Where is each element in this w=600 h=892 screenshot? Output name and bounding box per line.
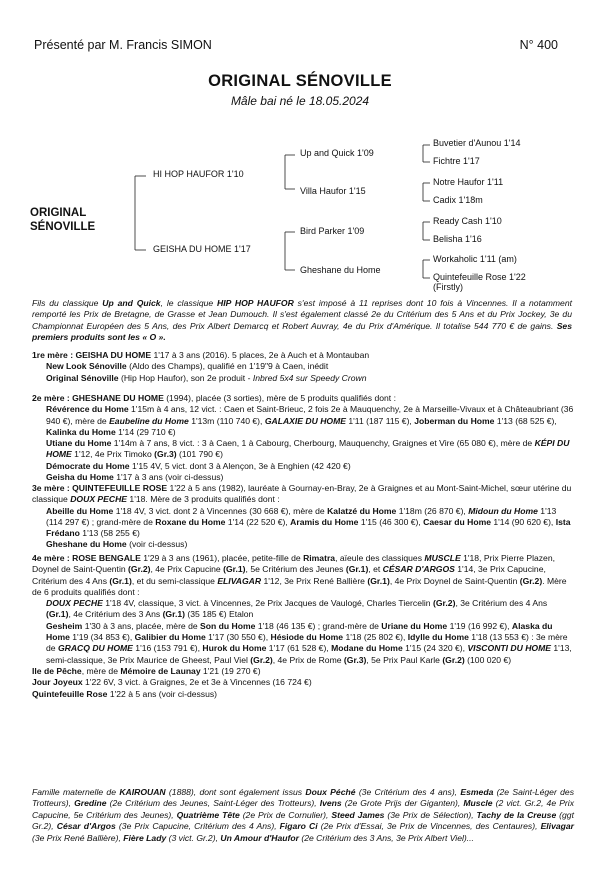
section-second-dam	[32, 393, 574, 483]
horse-subtitle: Mâle bai né le 18.05.2024	[230, 94, 370, 108]
list-item: Gesheim 1'30 à 3 ans, placée, mère de Son du Home 1'18 (46 135 €) ; grand-mère de Uriane du Home 1'19 (16 992 €), Alaska du Home 1'19 (34 853 €), Galibier du Home 1'17 (30 550 €), Hésiode du Home 1'18 (25 802 €), Idylle du Home 1'18 (13 553 €) : 3e mère de GRACQ DU HOME 1'16 (153 791 €), Hurok du Home 1'17 (61 528 €), Modane du Home 1'15 (24 320 €), VISCONTI DU HOME 1'13, semi-classique, 3e Prix Maurice de Gheest, Paul Viel (Gr.2), 4e Prix de Rome (Gr.3), 5e Prix Paul Karle (Gr.2) (100 020 €)	[46, 620, 572, 665]
pedigree-ggs-2: Fichtre 1'17	[433, 156, 480, 166]
pedigree-chart	[0, 125, 600, 295]
list-item: New Look Sénoville (Aldo des Champs), qualifié en 1'19"9 à Caen, inédit	[46, 361, 329, 372]
pedigree-ggs-5: Ready Cash 1'10	[433, 216, 502, 226]
pedigree-ggs-6: Belisha 1'16	[433, 234, 482, 244]
presenter-label: Présenté par M. Francis SIMON	[34, 38, 212, 52]
list-item: Quintefeuille Rose 1'22 à 5 ans (voir ci-dessus)	[32, 688, 218, 699]
section-third-dam	[32, 483, 574, 551]
pedigree-granddam-maternal: Gheshane du Home	[300, 265, 381, 275]
pedigree-ggs-3: Notre Haufor 1'11	[433, 177, 504, 187]
second-dam-heading: 2e mère : GHESHANE DU HOME (1994), placée (3 sorties), mère de 5 produits qualifiés dont :	[32, 393, 396, 403]
list-item: Jour Joyeux 1'22 6V, 3 vict. à Graignes, 2e et 3e à Vincennes (16 724 €)	[32, 677, 312, 688]
first-dam-heading: 1re mère : GEISHA DU HOME 1'17 à 3 ans (2016). 5 places, 2e à Auch et à Montauban	[32, 350, 370, 360]
pedigree-grandsire-paternal: Up and Quick 1'09	[300, 148, 374, 158]
family-paragraph: Famille maternelle de KAIROUAN (1888), dont sont également issus Doux Péché (3e Critérium des 4 ans), Esmeda (2e Saint-Léger des Trotteurs), Gredine (2e Critérium des Jeunes, Saint-Léger des Trotteurs), Ivens (2e Grote Prijs der Giganten), Muscle (2 vict. Gr.2, 4e Prix Capucine, 5e Critérium des Jeunes), Quatrième Tête (2e Prix de Cornulier), Steed James (3e Prix de Sélection), Tachy de la Creuse (ggt Gr.2), César d'Argos (3e Prix Capucine, Critérium des 4 Ans), Figaro Ci (2e Prix d'Essai, 3e Prix de Vincennes, des Centaures), Elivagar (3e Prix René Ballière), Fière Lady (3 vict. Gr.2), Un Amour d'Haufor (2e Critérium des 3 Ans, 3e Prix Albert Viel)...	[32, 787, 575, 843]
list-item: Abeille du Home 1'18 4V, 3 vict. dont 2 à Vincennes (30 668 €), mère de Kalatzé du Home 1'18m (26 870 €), Midoun du Home 1'13 (114 297 €) ; grand-mère de Roxane du Home 1'14 (22 520 €), Aramis du Home 1'15 (46 300 €), Caesar du Home 1'14 (90 620 €), Ista Frédano 1'13 (58 255 €)	[46, 505, 571, 539]
list-item: Utiane du Home 1'14m à 7 ans, 8 vict. : 3 à Caen, 1 à Cabourg, Cherbourg, Mauquenchy, Graignes et Vire (65 080 €), mère de KÉPI DU HOME 1'12, 4e Prix Timoko (Gr.3) (101 790 €)	[46, 438, 570, 460]
section-fourth-dam	[32, 553, 574, 700]
pedigree-ggs-1: Buvetier d'Aunou 1'14	[433, 138, 521, 148]
lot-number: N° 400	[519, 38, 558, 52]
list-item: Gheshane du Home (voir ci-dessus)	[46, 539, 188, 550]
list-item: Original Sénoville (Hip Hop Haufor), son 2e produit - Inbred 5x4 sur Speedy Crown	[46, 372, 367, 383]
horse-title: ORIGINAL SÉNOVILLE	[208, 72, 392, 90]
pedigree-granddam-paternal: Villa Haufor 1'15	[300, 186, 366, 196]
fourth-dam-heading: 4e mère : ROSE BENGALE 1'29 à 3 ans (1961), placée, petite-fille de Rimatra, aïeule des classiques MUSCLE 1'18, Prix Pierre Plazen, Doynel de Saint-Quentin (Gr.2), 4e Prix Capucine (Gr.1), 5e Critérium des Jeunes (Gr.1), et CÉSAR D'ARGOS 1'14, 3e Prix Capucine, Critérium des 4 Ans (Gr.1), et du semi-classique ELIVAGAR 1'12, 3e Prix René Ballière (Gr.1), 4e Prix Doynel de Saint-Quentin (Gr.2). Mère de 6 produits qualifiés dont :	[32, 553, 567, 597]
pedigree-ggs-8-note: (Firstly)	[433, 282, 463, 292]
pedigree-ggs-7: Workaholic 1'11 (am)	[433, 254, 517, 264]
pedigree-ggs-8: Quintefeuille Rose 1'22	[433, 272, 526, 282]
list-item: Démocrate du Home 1'15 4V, 5 vict. dont 3 à Alençon, 3e à Enghien (42 420 €)	[46, 460, 351, 471]
pedigree-horse-name: ORIGINAL SÉNOVILLE	[30, 207, 96, 233]
pedigree-ggs-4: Cadix 1'18m	[433, 195, 483, 205]
third-dam-heading: 3e mère : QUINTEFEUILLE ROSE 1'22 à 5 ans (1982), lauréate à Gournay-en-Bray, 2e à Graignes et au Mont-Saint-Michel, sœur utérine du classique DOUX PECHE 1'18. Mère de 3 produits qualifiés dont :	[32, 483, 572, 505]
pedigree-sire: HI HOP HAUFOR 1'10	[153, 169, 244, 179]
section-first-dam	[32, 350, 574, 384]
pedigree-dam: GEISHA DU HOME 1'17	[153, 244, 251, 254]
list-item: Révérence du Home 1'15m à 4 ans, 12 vict. : Caen et Saint-Brieuc, 2 fois 2e à Mauquenchy, 2e à Marseille-Vivaux et à Châteaubriant (36 940 €), mère de Eaubeline du Home 1'13m (110 740 €), GALAXIE DU HOME 1'11 (187 115 €), Joberman du Home 1'13 (68 525 €), Kalinka du Home 1'14 (29 710 €)	[46, 404, 574, 437]
list-item: Ile de Pêche, mère de Mémoire de Launay 1'21 (19 270 €)	[32, 665, 261, 676]
list-item: DOUX PECHE 1'18 4V, classique, 3 vict. à Vincennes, 2e Prix Jacques de Vaulogé, Charles Tiercelin (Gr.2), 3e Critérium des 4 Ans (Gr.1), 4e Critérium des 3 Ans (Gr.1) (35 185 €) Etalon	[46, 598, 548, 620]
list-item: Geisha du Home 1'17 à 3 ans (voir ci-dessus)	[46, 472, 224, 483]
intro-paragraph: Fils du classique Up and Quick, le classique HIP HOP HAUFOR s'est imposé à 11 reprises dont 10 fois à Vincennes. Il a notamment remporté les Prix de Bretagne, de Grasse et Jean Dumouch. Il s'est également classé 2e du Critérium des 5 Ans et du Prix Jockey, 3e du Championnat Européen des 5 Ans, des Prix Albert Demarcq et Robert Auvray, 4e du Prix d'Amérique. Il totalise 544 770 € de gains. Ses premiers produits sont les « O ».	[32, 298, 572, 343]
pedigree-grandsire-maternal: Bird Parker 1'09	[300, 226, 365, 236]
